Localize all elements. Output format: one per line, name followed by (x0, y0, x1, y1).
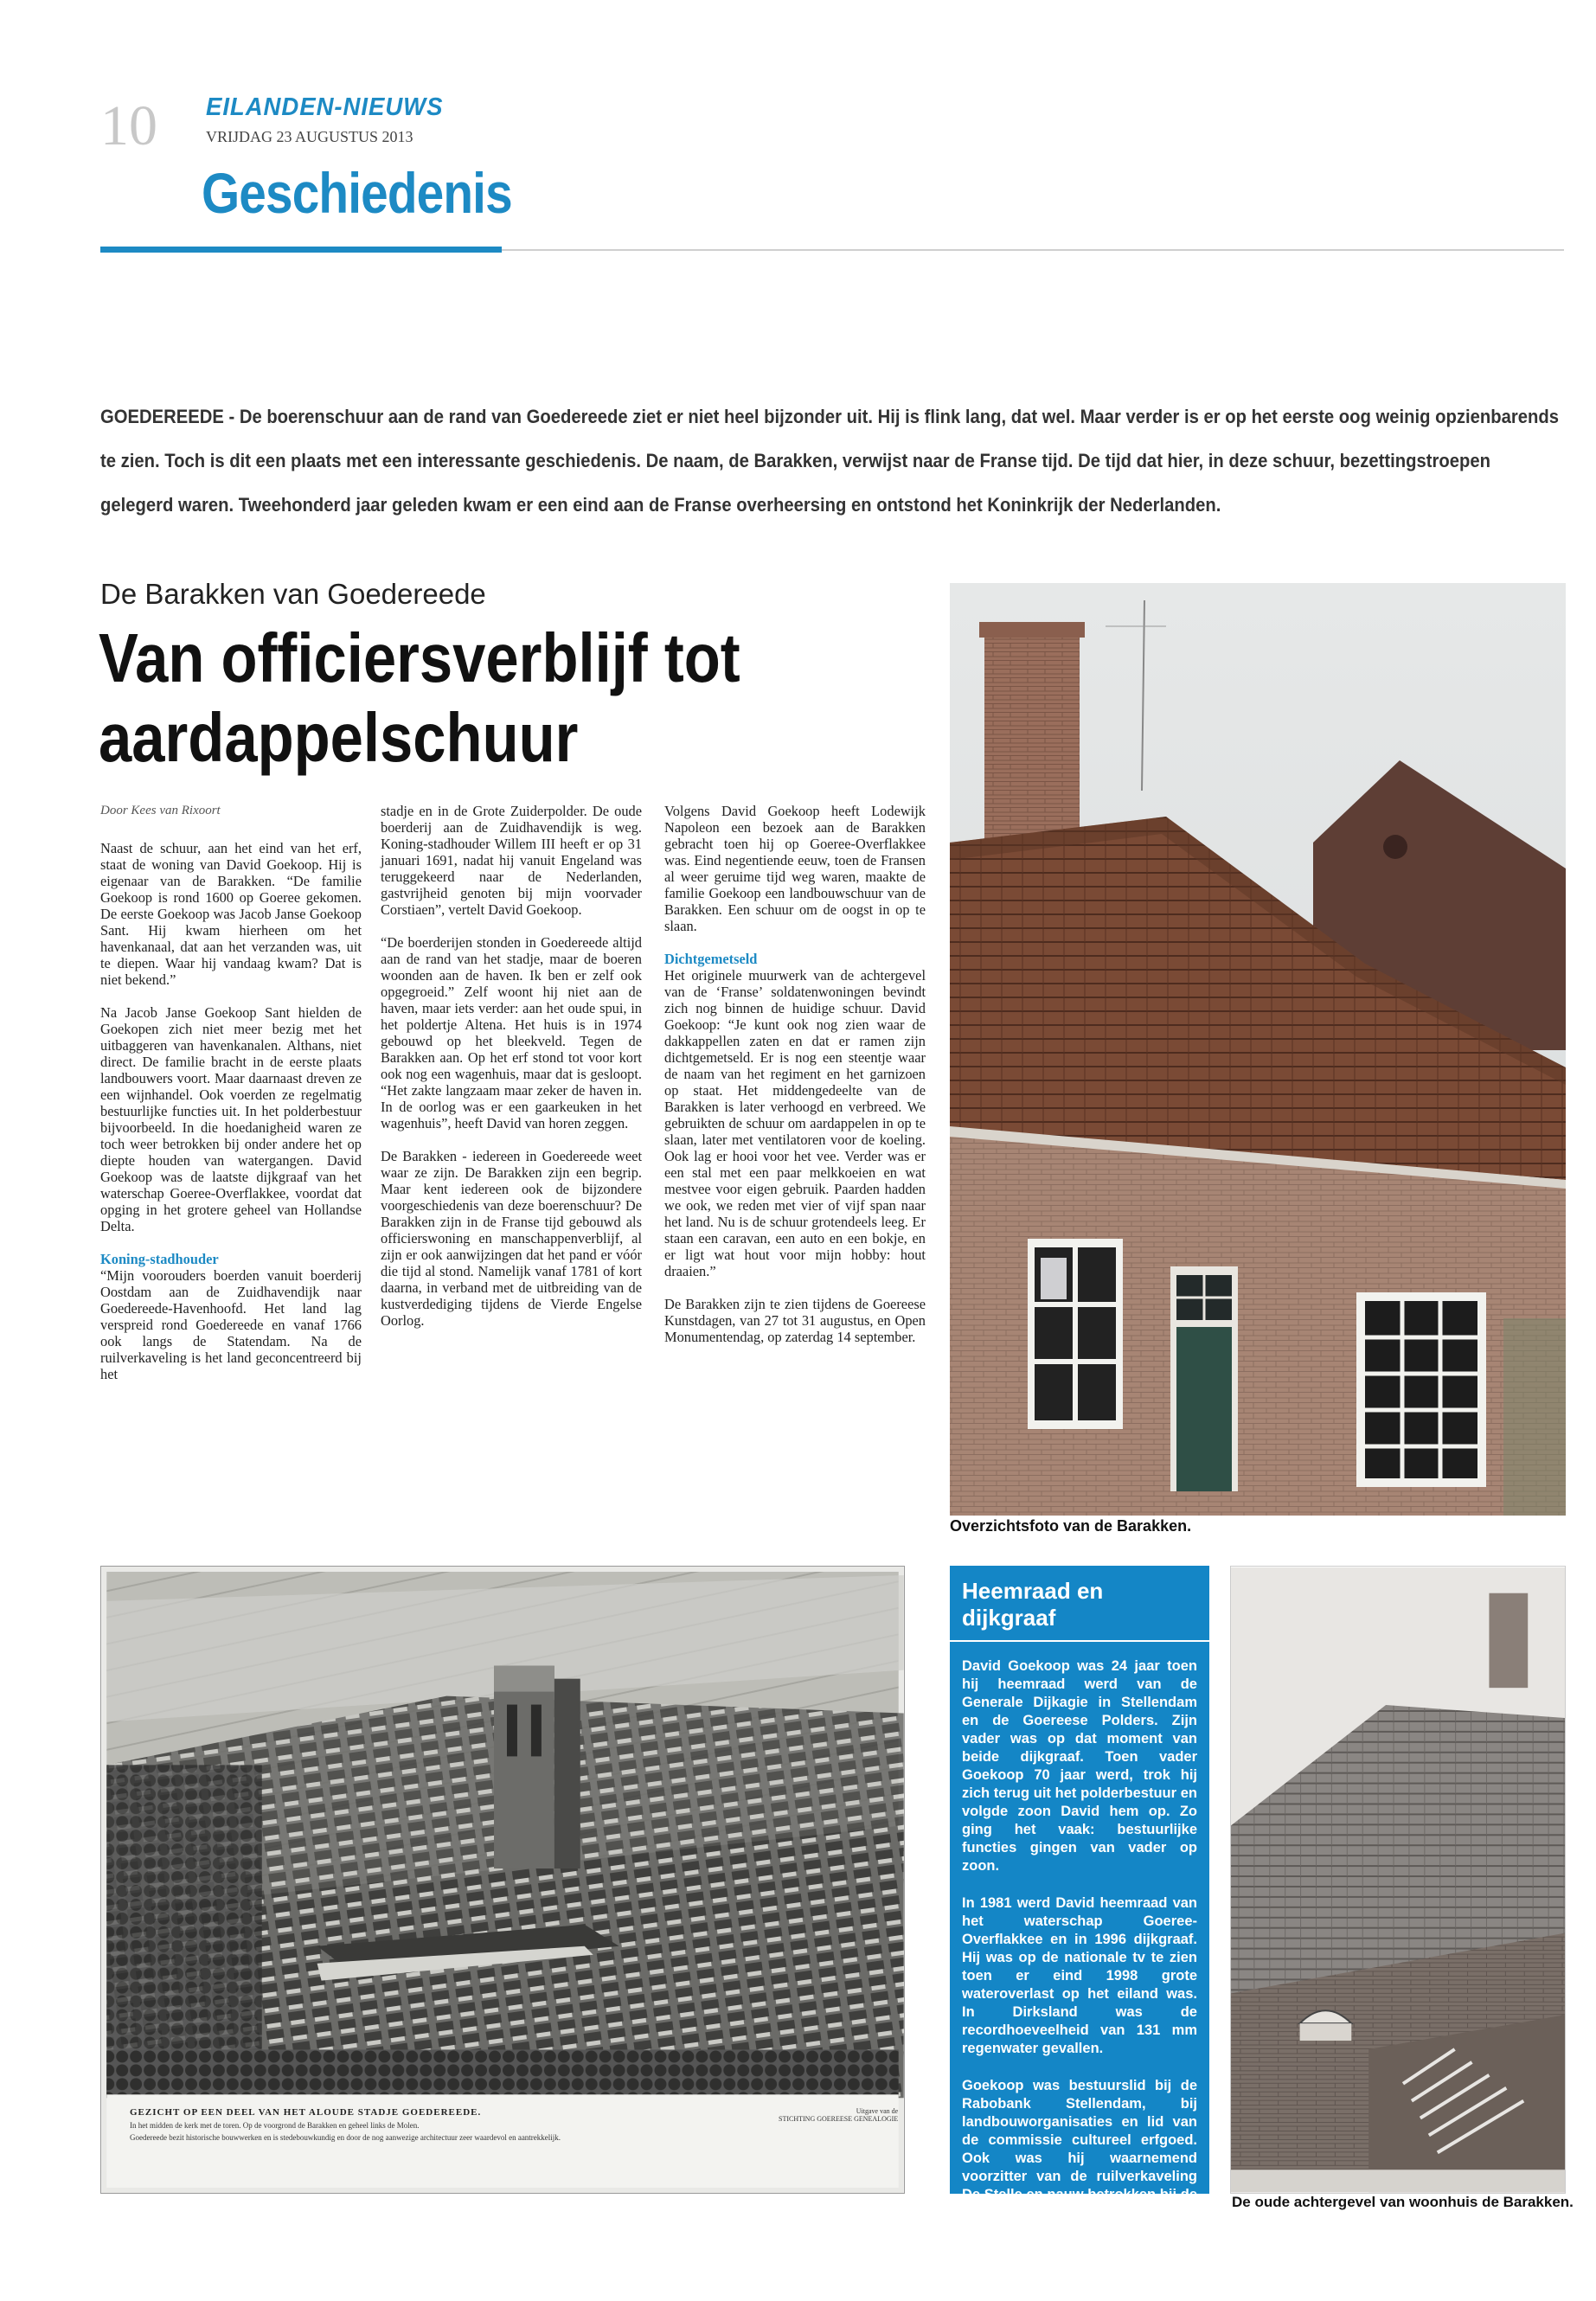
intro-line: te zien. Toch is dit een plaats met een interessante geschiedenis. De naam, de Barakken, verwijst naar de Franse tijd. De tijd dat hier, in deze schuur, bezettingstroepen (100, 450, 1490, 471)
paragraph: De Barakken - iedereen in Goedereede weet waar ze zijn. De Barakken zijn een begrip. Maar kent iedereen ook de bijzondere voorgeschiedenis van deze boerenschuur? De Barakken zijn in de Franse tijd gebouwd als officierswoning en manschappenverblijf, al zijn er ook aanwijzingen dat het pand er vóór die tijd al stond. Namelijk vanaf 1781 of kort daarna, in verband met de uitbreiding van de kustverdediging tijdens de Vierde Engelse Oorlog. (381, 1148, 642, 1329)
info-box-paragraph: In 1981 werd David heemraad van het waterschap Goeree-Overflakkee en in 1996 dijkgraaf. Hij was op de nationale tv te zien toen er eind 1998 grote wateroverlast op het eiland was. In Dirksland was de recordhoeveelheid van 131 mm regenwater gevallen. (962, 1895, 1197, 2056)
intro-line: GOEDEREEDE - De boerenschuur aan de rand van Goedereede ziet er niet heel bijzonder uit. Hij is flink lang, dat wel. Maar verder is er op het eerste oog weinig opzienbarends (100, 406, 1559, 427)
rear-facade-photo (1230, 1566, 1566, 2194)
paragraph: Het originele muurwerk van de achtergevel van de ‘Franse’ soldatenwoningen bevindt zich nog binnen de huidige schuur. David Goekoop: “Je kunt ook nog zien waar de dakkappellen zaten en dat er ramen zijn dichtgemetseld. Er is nog een steentje waar de naam van het regiment en het garnizoen op staat. Het middengedeelte van de Barakken is later verhoogd en verbreed. We gebruikten de schuur om aardappelen in op te slaan, later met ventilatoren voor de koeling. Ook lag er hooi voor het vee. Verder was er een stal met een paar melkkoeien en wat mestvee voor eigen gebruik. Paarden hadden we ook, we reden met vier of vijf span naar het land. Nu is de schuur grotendeels leeg. Er staan een caravan, een auto en een bokje, en er ligt wat hout voor mijn hobby: hout draaien.” (664, 967, 926, 1279)
credit-line: STICHTING GOEREESE GENEALOGIE (779, 2115, 899, 2123)
paragraph: De Barakken zijn te zien tijdens de Goereese Kunstdagen, van 27 tot 31 augustus, en Open Monumentendag, op zaterdag 14 september. (664, 1296, 926, 1345)
info-box (950, 1566, 1209, 2221)
subheading: Koning-stadhouder (100, 1251, 219, 1267)
paragraph: “De boerderijen stonden in Goedereede altijd aan de rand van het stadje, maar de boeren woonden aan de haven. Ik ben er zelf ook opgegroeid.” Zelf woont hij niet aan de haven, maar iets verder: aan het oude spui, in het poldertje Altena. Het huis is in 1974 gebouwd op het bleekveld. Tegen de Barakken aan. Op het erf stond tot voor kort ook nog een wagenhuis, maar dat is gesloopt. “Het zakte langzaam maar zeker de haven in. In de oorlog was er een gaarkeuken in het wagenhuis”, heeft David van horen zeggen. (381, 934, 642, 1131)
article-column-3 (664, 803, 926, 1362)
aerial-photo (100, 1566, 905, 2194)
section-rule (100, 247, 502, 253)
headline-line: aardappelschuur (99, 699, 579, 776)
paragraph: Volgens David Goekoop heeft Lodewijk Napoleon een bezoek aan de Barakken gebracht toen hij op Goeree-Overflakkee was. Eind negentiende eeuw, toen de Fransen al weer geruime tijd weg waren, maakte de familie Goekoop een landbouwschuur van de Barakken. Een schuur om de oogst in op te slaan. (664, 803, 926, 934)
page-number: 10 (100, 94, 157, 157)
rear-facade-caption: De oude achtergevel van woonhuis de Barakken. (1232, 2194, 1574, 2210)
intro-paragraph (100, 394, 1571, 527)
aerial-photo-subcaption: Goedereede bezit historische bouwwerken en is stedebouwkundig en door de nog aanwezige architectuur zeer waardevol en aantrekkelijk. (130, 2133, 561, 2142)
header-divider (502, 249, 1564, 251)
info-box-divider (950, 1640, 1209, 1642)
section-title: Geschiedenis (202, 161, 512, 225)
aerial-photo-caption: GEZICHT OP EEN DEEL VAN HET ALOUDE STADJE GOEDEREEDE. (130, 2107, 482, 2118)
paragraph: Naast de schuur, aan het eind van het erf, staat de woning van David Goekoop. Hij is eigenaar van de Barakken. “De familie Goekoop is rond 1600 op Goeree gekomen. De eerste Goekoop was Jacob Janse Goekoop Sant. Hij kwam hierheen om het havenkanaal, dat aan het verzanden was, uit te diepen. Waar hij vandaag kwam? Dat is niet bekend.” (100, 840, 362, 988)
subheading: Dichtgemetseld (664, 951, 758, 967)
aerial-photo-credit (779, 2107, 898, 2123)
article-column-2 (381, 803, 642, 1345)
overview-photo-caption: Overzichtsfoto van de Barakken. (950, 1517, 1192, 1535)
info-box-paragraph: David Goekoop was 24 jaar toen hij heemraad werd van de Generale Dijkagie in Stellendam en de Goereese Polders. Zijn vader was op dat moment van beide dijkgraaf. Toen vader Goekoop 70 jaar werd, trok hij zich terug uit het polderbestuur en volgde zoon David hem op. Zo ging het vaak: bestuurlijke functies gingen van vader op zoon. (962, 1658, 1197, 1874)
article-kicker: De Barakken van Goedereede (100, 578, 486, 610)
paragraph: stadje en in de Grote Zuiderpolder. De oude boerderij aan de Zuidhavendijk is weg. Koning-stadhouder Willem III heeft er op 31 januari 1691, nadat hij vanuit Engeland was teruggekeerd naar de Nederlanden, gastvrijheid genoten bij mijn voorvader Corstiaen”, vertelt David Goekoop. (381, 803, 642, 918)
info-box-title: Heemraad en dijkgraaf (962, 1578, 1104, 1631)
issue-date: VRIJDAG 23 AUGUSTUS 2013 (206, 128, 413, 145)
aerial-photo-subcaption: In het midden de kerk met de toren. Op de voorgrond de Barakken en geheel links de Molen. (130, 2121, 420, 2130)
info-box-paragraph: Goekoop was bestuurslid bij de Rabobank Stellendam, bij landbouworganisaties en lid van de commissie cultureel erfgoed. Ook was hij waarnemend voorzitter van de ruilverkaveling De Stelle en nauw betrokken bij de ruilverkaveling Ouddorp. (962, 2078, 1197, 2221)
article-headline (99, 619, 740, 778)
headline-line: Van officiersverblijf tot (99, 619, 740, 696)
byline: Door Kees van Rixoort (100, 804, 221, 817)
paragraph: “Mijn voorouders boerden vanuit boerderij Oostdam aan de Zuidhavendijk naar Goedereede-Havenhoofd. Het land lag verspreid rond Goedereede en vanaf 1766 ook langs de Statendam. Na de ruilverkaveling is het land geconcentreerd bij het (100, 1267, 362, 1382)
masthead-logo: EILANDEN-NIEUWS (206, 93, 444, 121)
paragraph: Na Jacob Janse Goekoop Sant hielden de Goekopen zich niet meer bezig met het uitbaggeren van havenkanalen. Althans, niet direct. De familie bracht in de eerste plaats landbouwers voort. Maar daarnaast dreven ze een wijnhandel. Ook voerden ze regelmatig bestuurlijke functies uit. In het polderbestuur bijvoorbeeld. In die hoedanigheid waren ze toch weer betrokken bij onder andere het op diepte houden van watergangen. David Goekoop was de laatste dijkgraaf van het waterschap Goeree-Overflakkee, voordat dat opging in het grotere geheel van Hollandse Delta. (100, 1004, 362, 1234)
credit-line: Uitgave van de (856, 2107, 899, 2115)
intro-line: gelegerd waren. Tweehonderd jaar geleden kwam er een eind aan de Franse overheersing en ontstond het Koninkrijk der Nederlanden. (100, 494, 1221, 516)
article-column-1 (100, 803, 362, 1399)
overview-photo (950, 583, 1566, 1516)
